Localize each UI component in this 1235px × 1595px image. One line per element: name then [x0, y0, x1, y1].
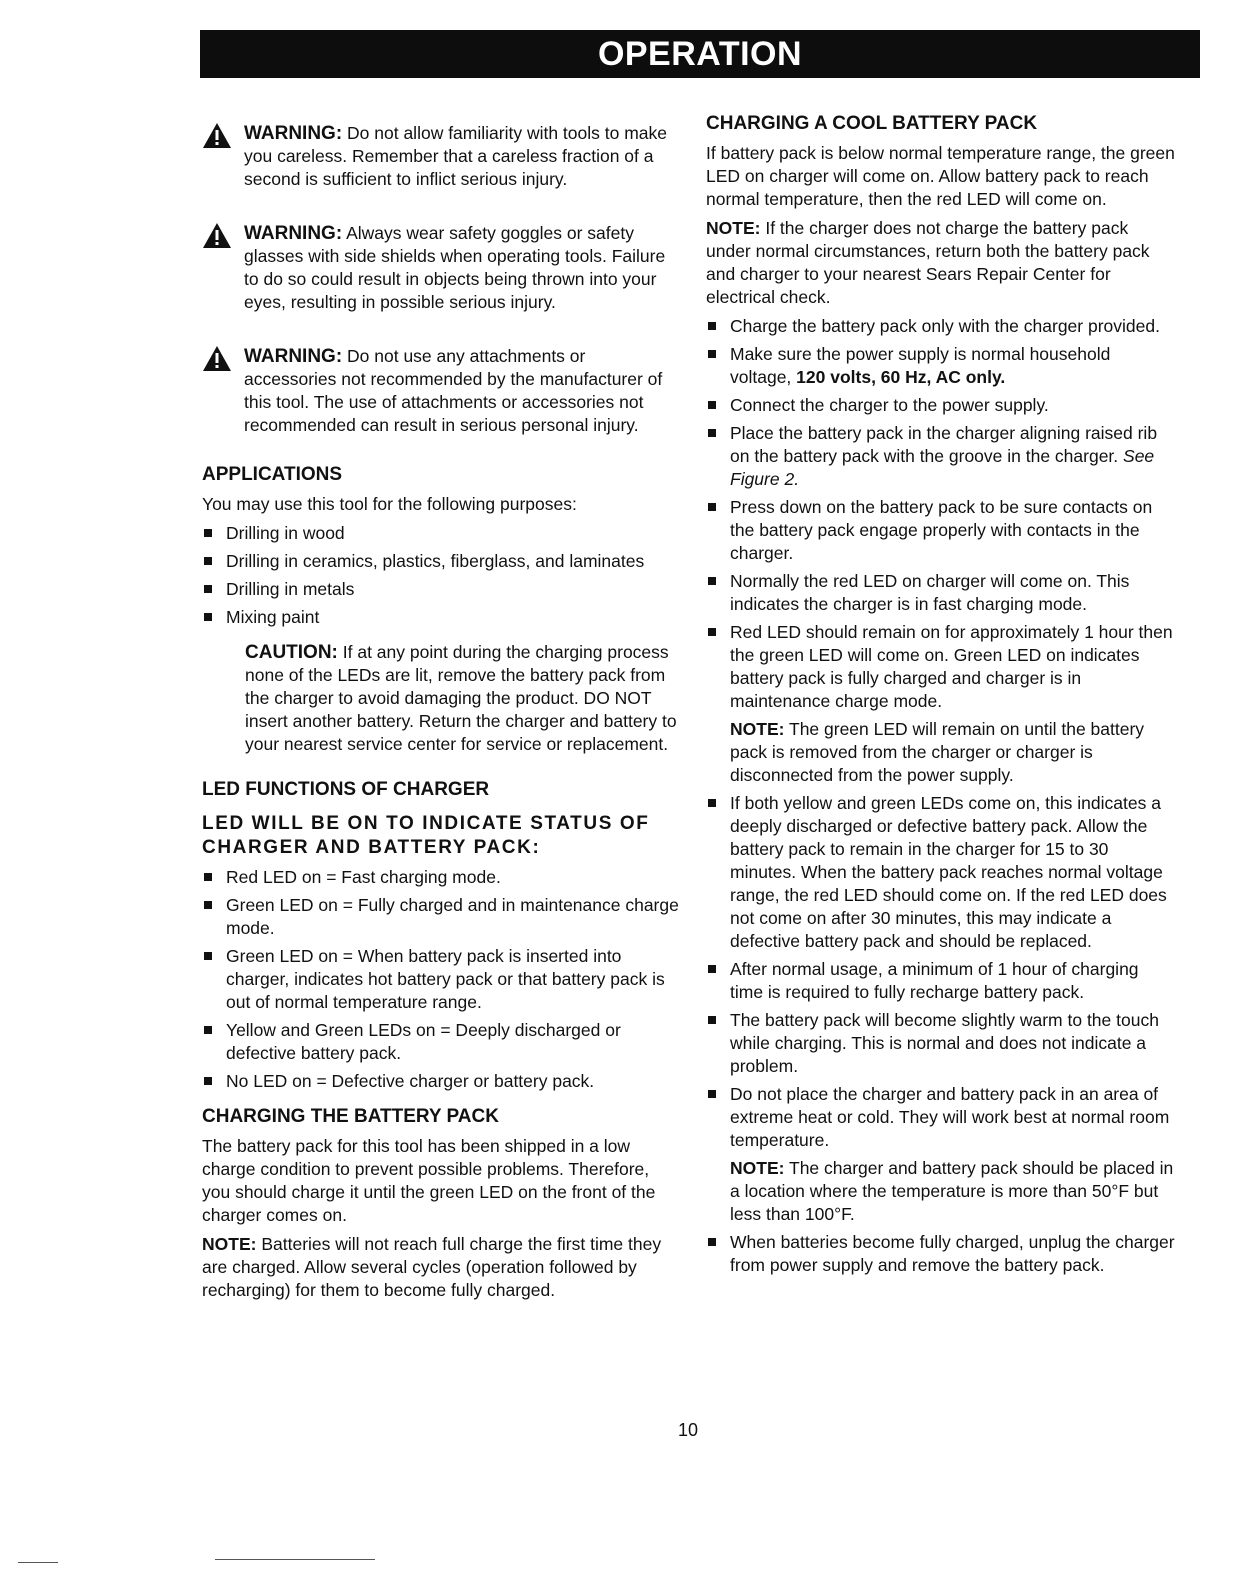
- list-item: No LED on = Defective charger or battery pack.: [202, 1070, 680, 1093]
- caution-block: [202, 641, 680, 756]
- list-item: Green LED on = Fully charged and in maintenance charge mode.: [202, 894, 680, 940]
- charging-heading: CHARGING THE BATTERY PACK: [202, 1106, 499, 1127]
- list-item: After normal usage, a minimum of 1 hour of charging time is required to fully recharge battery pack.: [706, 958, 1176, 1004]
- note-label: NOTE:: [730, 719, 785, 739]
- cool-battery-intro: If battery pack is below normal temperature range, the green LED on charger will come on. Allow battery pack to reach normal temperature, then the red LED will come on.: [706, 143, 1175, 209]
- voltage-spec: 120 volts, 60 Hz, AC only.: [796, 367, 1006, 387]
- list-item: Red LED on = Fast charging mode.: [202, 866, 680, 889]
- scan-artifact-line: [18, 1562, 58, 1563]
- list-item: Mixing paint: [202, 606, 680, 629]
- note-block: [730, 1157, 1176, 1226]
- warning-text: Always wear safety goggles or safety glasses with side shields when operating tools. Failure to do so could result in objects being thrown into your eyes, resulting in possible serious injury.: [244, 223, 666, 312]
- note-text: The charger and battery pack should be placed in a location where the temperature is more than 50°F but less than 100°F.: [730, 1158, 1174, 1224]
- warning-label: WARNING:: [244, 123, 343, 144]
- list-item: [706, 343, 1176, 389]
- caution-label: CAUTION:: [245, 642, 338, 663]
- applications-intro: You may use this tool for the following purposes:: [202, 494, 577, 514]
- warning-text: Do not use any attachments or accessories not recommended by the manufacturer of this tool. The use of attachments or accessories not recommended can result in serious personal injury.: [244, 346, 663, 435]
- applications-heading: APPLICATIONS: [202, 464, 343, 485]
- list-item: Yellow and Green LEDs on = Deeply discharged or defective battery pack.: [202, 1019, 680, 1065]
- charging-steps-list-final: [706, 1231, 1176, 1277]
- charging-text: The battery pack for this tool has been shipped in a low charge condition to prevent possible problems. Therefore, you should charge it until the green LED on the front of the charger comes on.: [202, 1136, 656, 1225]
- list-item: Connect the charger to the power supply.: [706, 394, 1176, 417]
- charging-note: [202, 1233, 680, 1302]
- list-item-text: Place the battery pack in the charger aligning raised rib on the battery pack with the groove in the charger.: [730, 423, 1158, 466]
- list-item: When batteries become fully charged, unplug the charger from power supply and remove the battery pack.: [706, 1231, 1176, 1277]
- list-item: Drilling in ceramics, plastics, fiberglass, and laminates: [202, 550, 680, 573]
- figure-reference: See Figure 2.: [730, 446, 1155, 489]
- list-item: Green LED on = When battery pack is inserted into charger, indicates hot battery pack or that battery pack is out of normal temperature range.: [202, 945, 680, 1014]
- left-column: [202, 122, 680, 1302]
- note-text: Batteries will not reach full charge the first time they are charged. Allow several cycles (operation followed by recharging) for them to become fully charged.: [202, 1234, 662, 1300]
- caution-text: If at any point during the charging process none of the LEDs are lit, remove the battery pack from the charger to avoid damaging the product. DO NOT insert another battery. Return the charger and battery to your nearest service center for service or replacement.: [245, 642, 677, 754]
- section-title-banner: OPERATION: [200, 30, 1200, 78]
- led-status-list: [202, 866, 680, 1093]
- led-status-subheading: LED WILL BE ON TO INDICATE STATUS OF CHARGER AND BATTERY PACK:: [202, 813, 650, 858]
- list-item: Red LED should remain on for approximately 1 hour then the green LED will come on. Green LED on indicates battery pack is fully charged and charger is in maintenance charge mode.: [706, 621, 1176, 713]
- cool-battery-heading: CHARGING A COOL BATTERY PACK: [706, 113, 1038, 134]
- list-item: If both yellow and green LEDs come on, this indicates a deeply discharged or defective battery pack. Allow the battery pack to remain in the charger for 15 to 30 minutes. When the battery pack reaches normal voltage range, the red LED should come on. If the red LED does not come on after 30 minutes, this may indicate a defective battery pack and should be replaced.: [706, 792, 1176, 953]
- charging-steps-list: [706, 315, 1176, 713]
- note-label: NOTE:: [202, 1234, 257, 1254]
- warning-block-1: [202, 122, 680, 191]
- warning-icon: [202, 222, 232, 249]
- warning-icon: [202, 122, 232, 149]
- note-block: [706, 217, 1176, 309]
- warning-block-3: [202, 345, 680, 437]
- list-item: Do not place the charger and battery pack in an area of extreme heat or cold. They will work best at normal room temperature.: [706, 1083, 1176, 1152]
- list-item: Drilling in metals: [202, 578, 680, 601]
- page-number: 10: [678, 1420, 699, 1440]
- scan-artifact-line: [215, 1559, 375, 1560]
- list-item: Drilling in wood: [202, 522, 680, 545]
- list-item: [706, 422, 1176, 491]
- list-item: Charge the battery pack only with the charger provided.: [706, 315, 1176, 338]
- list-item: Press down on the battery pack to be sure contacts on the battery pack engage properly with contacts in the charger.: [706, 496, 1176, 565]
- warning-icon: [202, 345, 232, 372]
- warning-label: WARNING:: [244, 346, 343, 367]
- note-text: If the charger does not charge the battery pack under normal circumstances, return both the battery pack and charger to your nearest Sears Repair Center for electrical check.: [706, 218, 1150, 307]
- note-block: [730, 718, 1176, 787]
- led-functions-heading: LED FUNCTIONS OF CHARGER: [202, 779, 490, 800]
- warning-text: Do not allow familiarity with tools to make you careless. Remember that a careless fraction of a second is sufficient to inflict serious injury.: [244, 123, 668, 189]
- list-item: The battery pack will become slightly warm to the touch while charging. This is normal and does not indicate a problem.: [706, 1009, 1176, 1078]
- right-column: [706, 112, 1176, 1282]
- warning-block-2: [202, 222, 680, 314]
- list-item-text: Make sure the power supply is normal household voltage,: [730, 344, 1111, 387]
- list-item: Normally the red LED on charger will come on. This indicates the charger is in fast charging mode.: [706, 570, 1176, 616]
- note-label: NOTE:: [706, 218, 761, 238]
- warning-label: WARNING:: [244, 223, 343, 244]
- note-label: NOTE:: [730, 1158, 785, 1178]
- note-text: The green LED will remain on until the battery pack is removed from the charger or charger is disconnected from the power supply.: [730, 719, 1145, 785]
- applications-list: [202, 522, 680, 629]
- charging-steps-list-continued: [706, 792, 1176, 1152]
